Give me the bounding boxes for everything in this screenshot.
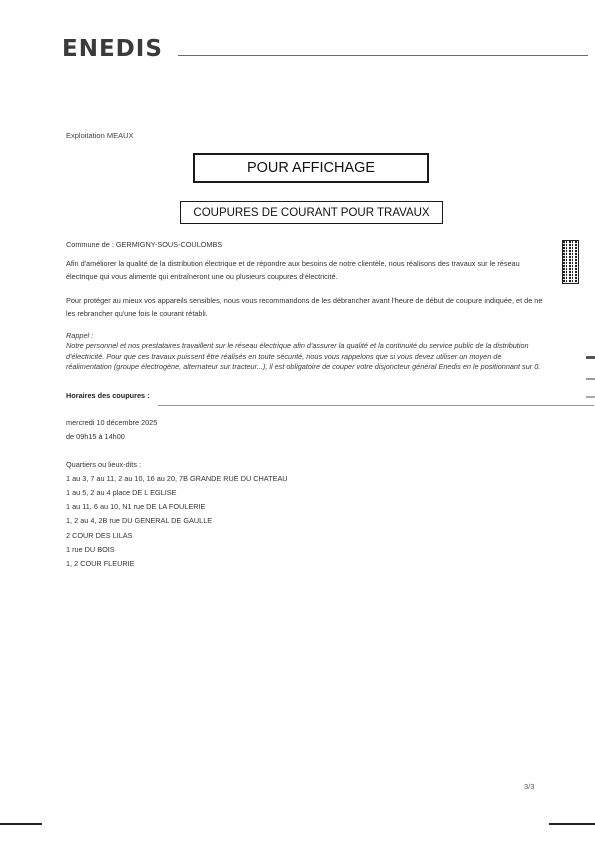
scan-mark	[586, 356, 595, 359]
rappel-text: Notre personnel et nos prestataires travaillent sur le réseau électrique afin d'assurer la qualité et la continuité du service public de la distribution d'électricité. Pour que ces travaux puissent être réalisés en toute sécurité, nous vous rappelons que si vous devez utiliser un moyen de réalimentation (groupe électrogène, alternateur sur tracteur...), il est obligatoire de couper votre disjoncteur général Enedis en le positionnant sur 0.	[66, 341, 541, 371]
horaires-divider	[158, 405, 594, 406]
list-item: 1 rue DU BOIS	[66, 545, 115, 554]
scan-mark	[586, 378, 595, 380]
title-box	[193, 153, 429, 183]
quartiers-label: Quartiers ou lieux-dits :	[66, 460, 142, 469]
list-item: 1 au 11, 6 au 10, N1 rue DE LA FOULERIE	[66, 502, 206, 511]
list-item: 1 au 3, 7 au 11, 2 au 10, 16 au 20, 7B GRANDE RUE DU CHATEAU	[66, 474, 288, 483]
document-subtitle: COUPURES DE COURANT POUR TRAVAUX	[193, 206, 430, 219]
bottom-scan-edge	[0, 823, 42, 825]
cut-time: de 09h15 à 14h00	[66, 432, 125, 441]
header-divider	[178, 55, 588, 56]
rappel-label: Rappel :	[66, 331, 94, 340]
list-item: 2 COUR DES LILAS	[66, 531, 133, 540]
list-item: 1, 2 au 4, 2B rue DU GENERAL DE GAULLE	[66, 516, 213, 525]
enedis-logo: ENEDIS	[62, 36, 163, 62]
exploitation-label: Exploitation MEAUX	[66, 131, 134, 140]
subtitle-box	[180, 201, 443, 224]
advice-paragraph: Pour protéger au mieux vos appareils sensibles, nous vous recommandons de les débrancher avant l'heure de début de coupure indiquée, et de ne les rebrancher qu'une fois le courant rétabli.	[66, 296, 543, 318]
commune-label: Commune de : GERMIGNY-SOUS-COULOMBS	[66, 240, 223, 249]
page-number: 3/3	[524, 782, 535, 791]
scan-mark	[586, 396, 595, 398]
cut-date: mercredi 10 décembre 2025	[66, 418, 158, 427]
horaires-label: Horaires des coupures :	[66, 391, 150, 400]
datamatrix-code	[562, 240, 579, 284]
bottom-scan-edge	[549, 823, 595, 825]
list-item: 1, 2 COUR FLEURIE	[66, 559, 135, 568]
list-item: 1 au 5, 2 au 4 place DE L EGLISE	[66, 488, 177, 497]
intro-paragraph: Afin d'améliorer la qualité de la distribution électrique et de répondre aux besoins de notre clientèle, nous réalisons des travaux sur le réseau électrique qui vous alimente qui entraîneront une ou plusieurs coupures d'électricité.	[66, 259, 520, 281]
document-title: POUR AFFICHAGE	[246, 160, 376, 176]
